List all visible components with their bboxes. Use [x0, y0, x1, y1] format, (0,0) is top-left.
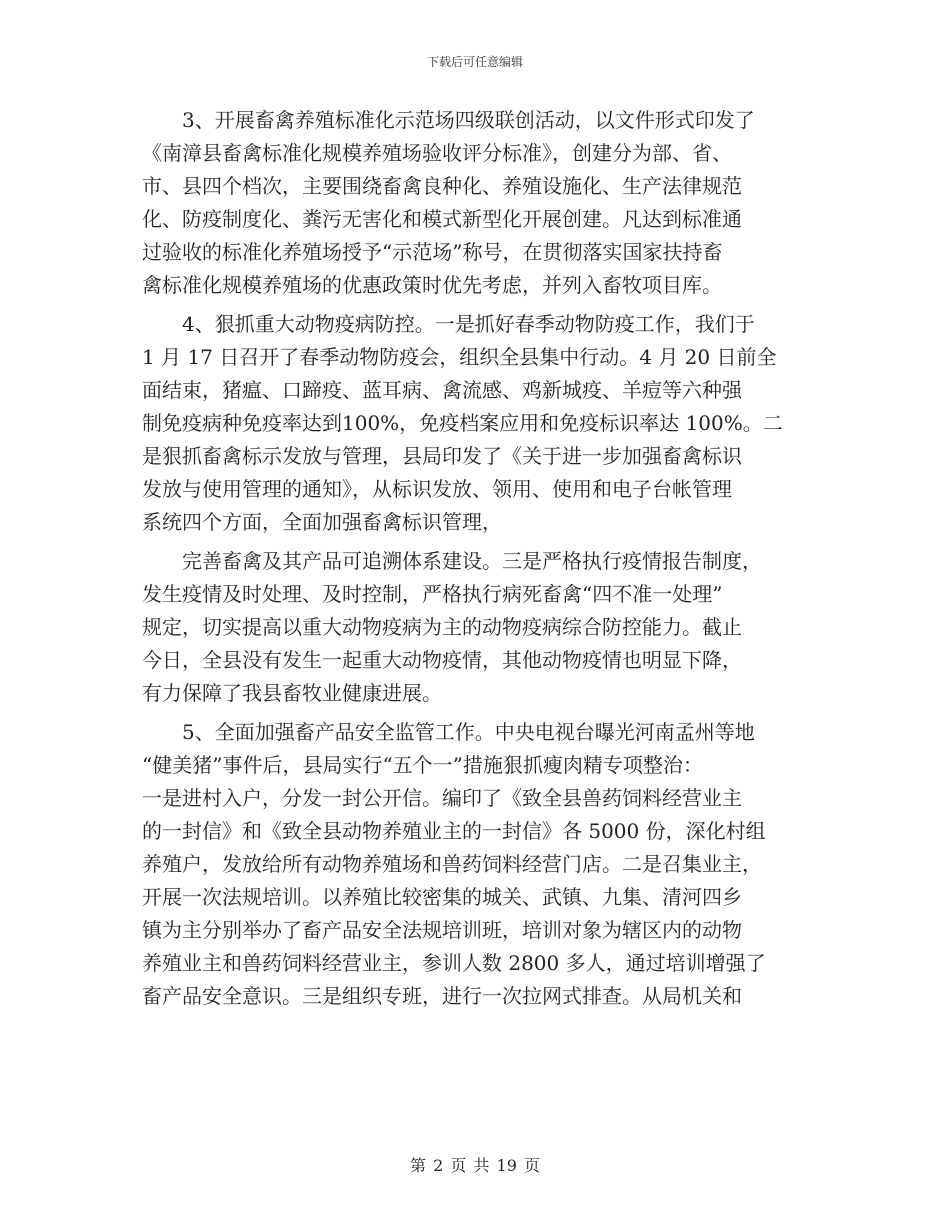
text-line: 5、全面加强畜产品安全监管工作。中央电视台曝光河南孟州等地: [182, 720, 755, 744]
text-line: 完善畜禽及其产品可追溯体系建设。三是严格执行疫情报告制度，: [182, 549, 762, 573]
text-line: 养殖业主和兽药饲料经营业主，参训人数 2800 多人，通过培训增强了: [142, 951, 766, 975]
page-header: 下载后可任意编辑: [426, 55, 523, 69]
text-line: 养殖户，发放给所有动物养殖场和兽药饲料经营门店。二是召集业主，: [142, 852, 762, 876]
text-line: 发生疫情及时处理、及时控制，严格执行病死畜禽“四不准一处理”: [142, 582, 723, 606]
text-line: 制免疫病种免疫率达到100%，免疫档案应用和免疫标识率达 100%。二: [142, 411, 783, 435]
text-line: 禽标准化规模养殖场的优惠政策时优先考虑，并列入畜牧项目库。: [142, 273, 722, 297]
paragraph-5: [142, 716, 807, 1013]
text-line: 系统四个方面，全面加强畜禽标识管理，: [142, 510, 502, 534]
text-line: 《南漳县畜禽标准化规模养殖场验收评分标准》，创建分为部、省、: [142, 141, 732, 165]
text-line: 开展一次法规培训。以养殖比较密集的城关、武镇、九集、清河四乡: [142, 885, 742, 909]
text-line: 化、防疫制度化、粪污无害化和模式新型化开展创建。凡达到标准通: [142, 207, 742, 231]
text-line: 一是进村入户，分发一封公开信。编印了《致全县兽药饲料经营业主: [142, 786, 742, 810]
document-body: [142, 104, 807, 1013]
paragraph-continuation: [142, 545, 807, 710]
text-line: 3、开展畜禽养殖标准化示范场四级联创活动，以文件形式印发了: [182, 108, 755, 132]
text-line: 畜产品安全意识。三是组织专班，进行一次拉网式排查。从局机关和: [142, 984, 742, 1008]
text-line: 今日，全县没有发生一起重大动物疫情，其他动物疫情也明显下降，: [142, 648, 742, 672]
text-line: 发放与使用管理的通知》，从标识发放、领用、使用和电子台帐管理: [142, 477, 732, 501]
text-line: 规定，切实提高以重大动物疫病为主的动物疫病综合防控能力。截止: [142, 615, 742, 639]
page-number-footer: 第 2 页 共 19 页: [410, 1156, 540, 1175]
text-line: 过验收的标准化养殖场授予“示范场”称号，在贯彻落实国家扶持畜: [142, 240, 723, 264]
text-line: 1 月 17 日召开了春季动物防疫会，组织全县集中行动。4 月 20 日前全: [142, 345, 777, 369]
text-line: “健美猪”事件后，县局实行“五个一”措施狠抓瘦肉精专项整治：: [142, 753, 703, 777]
paragraph-3: [142, 104, 807, 302]
text-line: 有力保障了我县畜牧业健康进展。: [142, 681, 442, 705]
text-line: 4、狠抓重大动物疫病防控。一是抓好春季动物防疫工作，我们于: [182, 312, 755, 336]
text-line: 是狠抓畜禽标示发放与管理，县局印发了《关于进一步加强畜禽标识: [142, 444, 742, 468]
text-line: 镇为主分别举办了畜产品安全法规培训班，培训对象为辖区内的动物: [142, 918, 742, 942]
text-line: 面结束，猪瘟、口蹄疫、蓝耳病、禽流感、鸡新城疫、羊痘等六种强: [142, 378, 742, 402]
paragraph-4: [142, 308, 807, 539]
text-line: 的一封信》和《致全县动物养殖业主的一封信》各 5000 份，深化村组: [142, 819, 766, 843]
text-line: 市、县四个档次，主要围绕畜禽良种化、养殖设施化、生产法律规范: [142, 174, 742, 198]
